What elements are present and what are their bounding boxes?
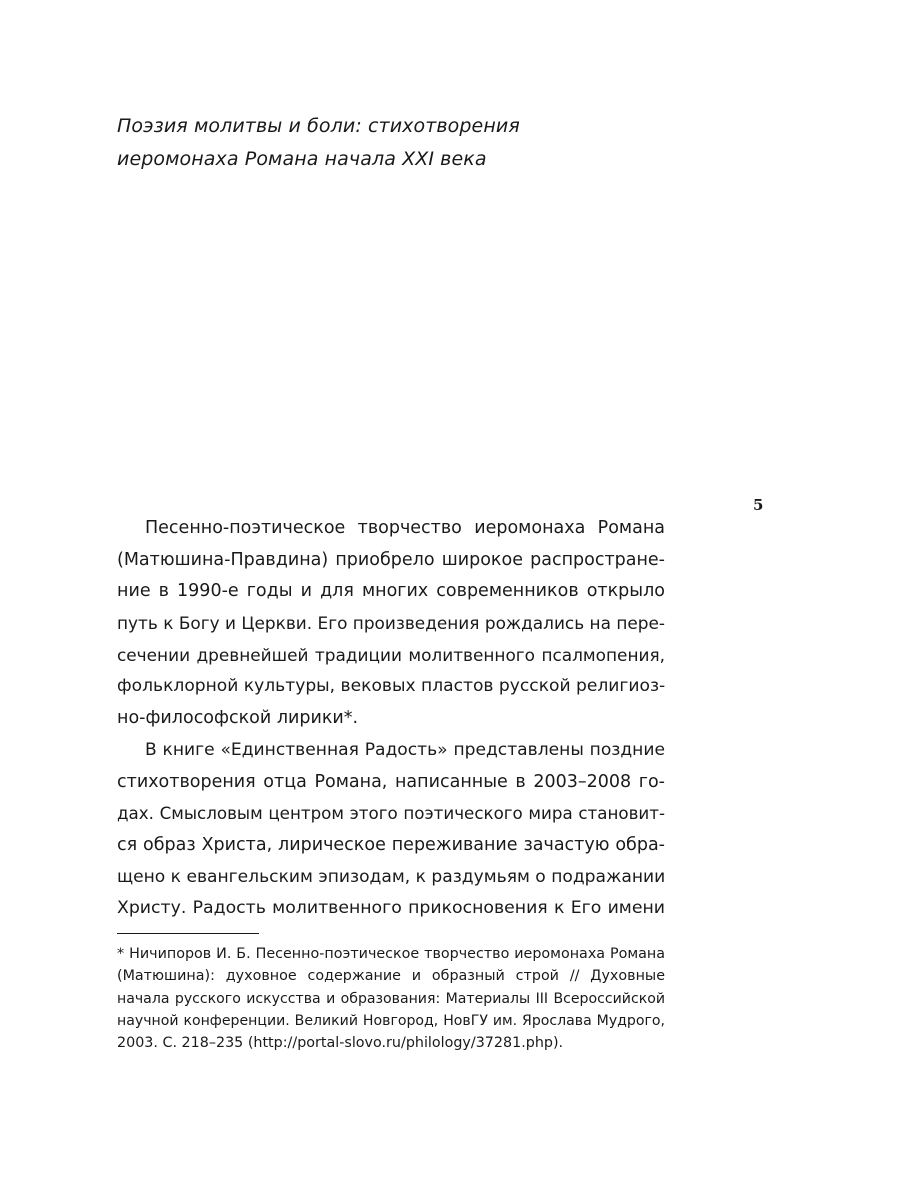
footnote-line: научной конференции. Великий Новгород, НовГУ им. Ярослава Мудрого,	[117, 1012, 665, 1029]
text-line: Песенно-поэтическое творчество иеромонаха Романа	[145, 518, 665, 538]
text-line: путь к Богу и Церкви. Его произведения рождались на пере-	[117, 613, 665, 634]
footnote-line: * Ничипоров И. Б. Песенно-поэтическое творчество иеромонаха Романа	[117, 946, 665, 962]
text-line: (Матюшина-Правдина) приобрело широкое распростране-	[117, 549, 665, 570]
footnote-line: (Матюшина): духовное содержание и образный строй // Духовные	[117, 968, 665, 985]
text-line: Христу. Радость молитвенного прикосновения к Его имени	[117, 898, 665, 919]
text-line: щено к евангельским эпизодам, к раздумьям о подражании	[117, 866, 666, 887]
text-line: стихотворения отца Романа, написанные в 2003–2008 го-	[117, 771, 665, 792]
chapter-title	[117, 110, 677, 176]
chapter-title-line: Поэзия молитвы и боли: стихотворения	[117, 115, 520, 137]
text-line: дах. Смысловым центром этого поэтического мира становит-	[117, 803, 665, 824]
footnote-line: начала русского искусства и образования: Материалы III Всероссийской	[117, 990, 665, 1007]
page-number: 5	[753, 496, 764, 514]
text-line: фольклорной культуры, вековых пластов русской религиоз-	[117, 676, 666, 697]
text-line: В книге «Единственная Радость» представлены поздние	[145, 739, 665, 760]
footnote-line: 2003. С. 218–235 (http://portal-slovo.ru/philology/37281.php).	[117, 1035, 564, 1052]
footnote	[117, 943, 665, 1054]
chapter-title-line: иеромонаха Романа начала XXI века	[117, 148, 487, 170]
main-text	[117, 513, 665, 925]
footnote-divider	[117, 933, 259, 934]
text-line: ние в 1990-е годы и для многих современников открыло	[117, 581, 665, 602]
text-line: но-философской лирики*.	[117, 708, 359, 729]
text-line: ся образ Христа, лирическое переживание зачастую обра-	[117, 834, 665, 855]
text-line: сечении древнейшей традиции молитвенного псалмопения,	[117, 644, 665, 665]
